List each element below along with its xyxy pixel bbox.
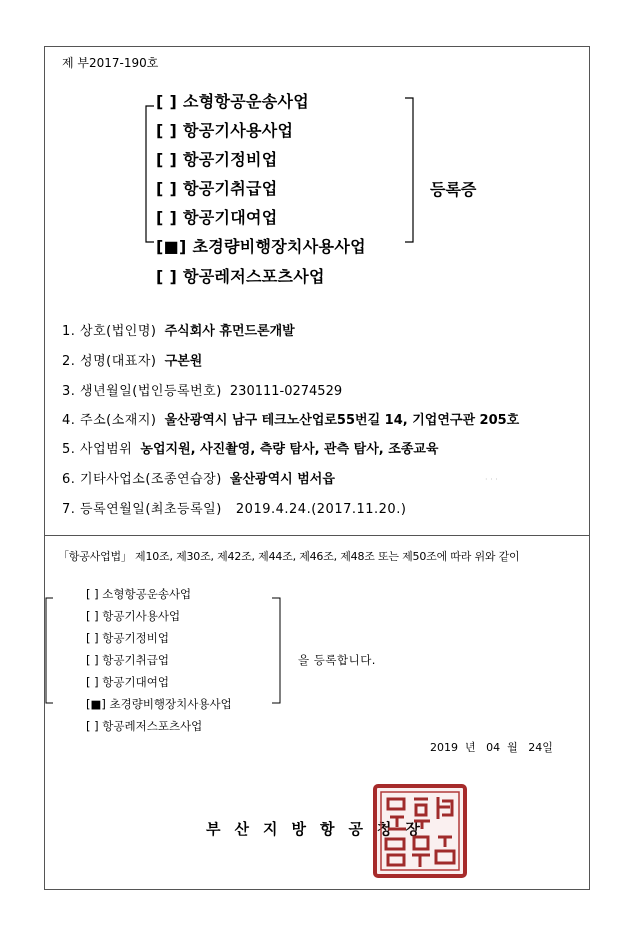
field-label: 5. 사업범위 [62, 442, 133, 457]
issue-date [430, 739, 560, 755]
field-label: 2. 성명(대표자) [62, 354, 157, 369]
field-value: 농업지원, 사진촬영, 측량 탐사, 관측 탐사, 조종교육 [140, 442, 439, 457]
category-small-3: [ ] 항공기정비업 [86, 631, 169, 645]
field-label: 7. 등록연월일(최초등록일) [62, 502, 222, 517]
field-label: 3. 생년월일(법인등록번호) [62, 384, 222, 399]
registration-title: 등록증 [430, 180, 477, 199]
category-small-5: [ ] 항공기대여업 [86, 675, 169, 689]
date-month-unit: 월 [507, 741, 518, 754]
date-year-unit: 년 [465, 741, 476, 754]
legal-statement: 「항공사업법」 제10조, 제30조, 제42조, 제44조, 제46조, 제48조 또는 제50조에 따라 위와 같이 [58, 550, 520, 563]
category-large-7: [ ] 항공레저스포츠사업 [156, 267, 325, 286]
category-small-4: [ ] 항공기취급업 [86, 653, 169, 667]
category-small-6: [■] 초경량비행장치사용사업 [86, 697, 232, 711]
field-value: 2019.4.24.(2017.11.20.) [235, 502, 407, 517]
category-small-2: [ ] 항공기사용사업 [86, 609, 181, 623]
official-seal-icon [372, 783, 468, 879]
date-day: 24일 [528, 741, 553, 754]
document-number: 제 부2017-190호 [62, 56, 159, 70]
statement-suffix: 을 등록합니다. [298, 653, 376, 667]
category-small-7: [ ] 항공레저스포츠사업 [86, 719, 203, 733]
date-year: 2019 [430, 741, 458, 754]
category-large-1: [ ] 소형항공운송사업 [156, 92, 310, 111]
field-value: 구본원 [164, 354, 203, 369]
field-other-office [62, 468, 335, 487]
field-registration-number [62, 380, 342, 399]
field-representative [62, 350, 202, 369]
category-small-1: [ ] 소형항공운송사업 [86, 587, 192, 601]
category-large-6: [■] 초경량비행장치사용사업 [156, 237, 366, 256]
category-large-2: [ ] 항공기사용사업 [156, 121, 294, 140]
date-month: 04 [486, 741, 501, 754]
field-value: 울산광역시 범서읍 [229, 472, 335, 487]
category-large-4: [ ] 항공기취급업 [156, 179, 278, 198]
field-label: 6. 기타사업소(조종연습장) [62, 472, 222, 487]
field-value: 울산광역시 남구 테크노산업로55번길 14, 기업연구관 205호 [164, 413, 520, 428]
field-address [62, 409, 519, 428]
field-value: 주식회사 휴먼드론개발 [164, 324, 295, 339]
field-company-name [62, 320, 295, 339]
field-label: 1. 상호(법인명) [62, 324, 157, 339]
field-business-scope [62, 438, 439, 457]
faint-mark: · · · [485, 475, 498, 484]
category-large-5: [ ] 항공기대여업 [156, 208, 278, 227]
issuing-authority: 부산지방항공청장 [206, 820, 434, 838]
field-value: 230111-0274529 [229, 384, 343, 399]
field-label: 4. 주소(소재지) [62, 413, 157, 428]
field-registration-date [62, 498, 406, 517]
category-large-3: [ ] 항공기정비업 [156, 150, 278, 169]
